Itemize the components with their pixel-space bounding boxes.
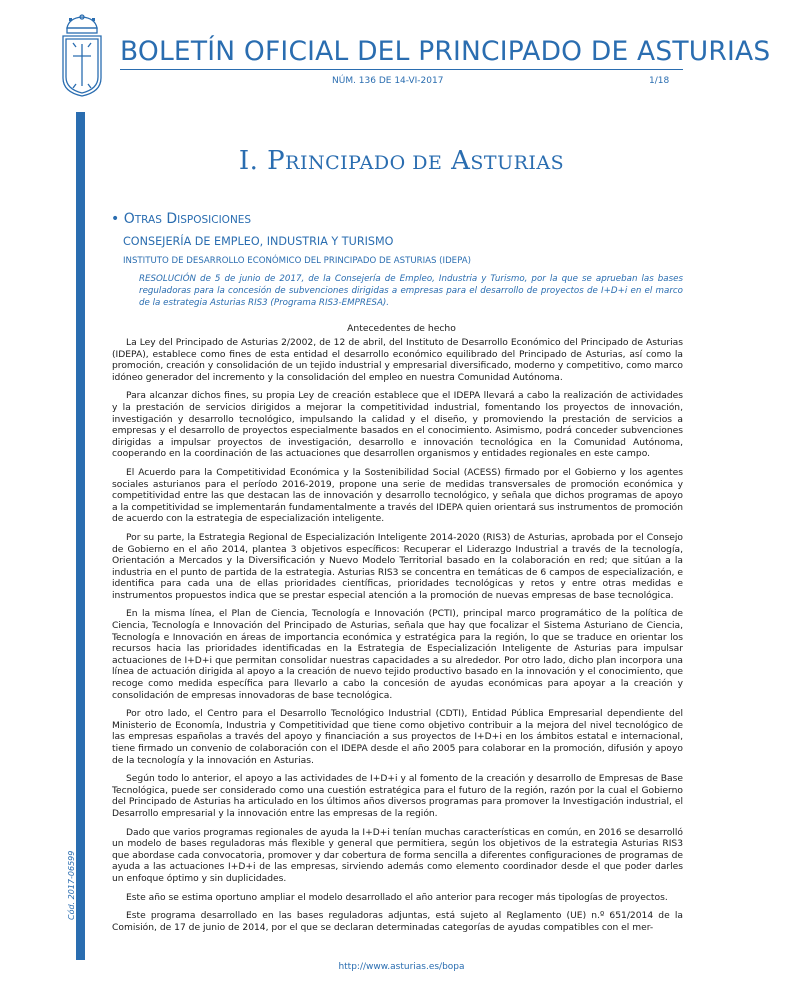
paragraph: Para alcanzar dichos fines, su propia Ley de creación establece que el IDEPA llevará a cabo la realización de actividades y la prestación de servicios dirigidos a mejorar la competitividad industrial, fomentando los proyectos de innovación, investigación y desarrollo tecnológico, impulsando la calidad y el diseño, y promoviendo la prestación de servicios a empresas y el desarrollo de proyectos especialmente basados en el conocimiento. Asimismo, podrá conceder subvenciones dirigidas a impulsar proyectos de investigación, desarrollo e innovación tecnológica en la Comunidad Autónoma, cooperando en la coordinación de las actuaciones que desarrollen organismos y entidades regionales en este campo. <box>112 391 683 460</box>
paragraph: Según todo lo anterior, el apoyo a las actividades de I+D+i y al fomento de la creación y desarrollo de Empresas de Base Tecnológica, puede ser considerado como una cuestión estratégica para el futuro de la región, razón por la cual el Gobierno del Principado de Asturias ha articulado en los últimos años diversos programas para promover la Investigación industrial, el Desarrollo empresarial y la innovación entre las empresas de la región. <box>112 774 683 819</box>
paragraph: El Acuerdo para la Competitividad Económica y la Sostenibilidad Social (ACESS) firmado por el Gobierno y los agentes sociales asturianos para el período 2016-2019, propone una serie de medidas transversales de promoción económica y competitividad entre las que destacan las de innovación y desarrollo tecnológico, y señala que dichos programas de apoyo a la competitividad se implementarán fundamentalmente a través del IDEPA quien orientará sus instrumentos de promoción de acuerdo con la estrategia de especialización inteligente. <box>112 467 683 525</box>
paragraph: Por otro lado, el Centro para el Desarrollo Tecnológico Industrial (CDTI), Entidad Pública Empresarial dependiente del Ministerio de Economía, Industria y Competitividad que tiene como objetivo contribuir a la mejora del nivel tecnológico de las empresas españolas a través del apoyo y financiación a sus proyectos de I+D+i en los ámbitos estatal e internacional, tiene firmado un convenio de colaboración con el IDEPA desde el año 2005 para colaborar en la promoción, difusión y apoyo de la tecnología y la innovación en Asturias. <box>112 709 683 766</box>
institute-name: INSTITUTO DE DESARROLLO ECONÓMICO DEL PRINCIPADO DE ASTURIAS (IDEPA) <box>123 256 471 266</box>
paragraph: Por su parte, la Estrategia Regional de Especialización Inteligente 2014-2020 (RIS3) de Asturias, aprobada por el Consejo de Gobierno en el año 2014, plantea 3 objetivos específicos: Recuperar el Liderazgo Industrial a través de la tecnología, Orientación a Mercados y la Diversificación y Nuevo Modelo Territorial basado en la colaboración en red; que sitúan a la industria en el punto de partida de la estrategia. Asturias RIS3 se concentra en temáticas de 6 campos de especialización, e identifica para cada una de ellas prioridades científicas, prioridades tecnológicas y retos y entre otras medidas e instrumentos propuestos indica que se prestar especial atención a la promoción de nuevas empresas de base tecnológica. <box>112 532 683 601</box>
document-code: Cód. 2017-06599 <box>67 850 76 920</box>
subsection-w2-cap: D <box>166 211 178 227</box>
bulletin-title: BOLETÍN OFICIAL DEL PRINCIPADO DE ASTURIAS <box>120 36 771 67</box>
department-name: CONSEJERÍA DE EMPLEO, INDUSTRIA Y TURISMO <box>123 235 394 248</box>
asturias-coat-of-arms <box>57 14 107 98</box>
body-text <box>112 338 683 941</box>
section-second-cap: A <box>451 146 471 176</box>
antecedentes-heading: Antecedentes de hecho <box>347 323 456 334</box>
subsection-heading <box>111 211 251 227</box>
section-numeral: I. <box>238 146 259 176</box>
issue-number: NÚM. 136 DE 14-VI-2017 <box>332 76 444 86</box>
subsection-w1-cap: O <box>123 211 135 227</box>
paragraph: En la misma línea, el Plan de Ciencia, Tecnología e Innovación (PCTI), principal marco programático de la política de Ciencia, Tecnología e Innovación del Principado de Asturias, señala que hay que focalizar el Sistema Asturiano de Ciencia, Tecnología e Innovación en áreas de importancia económica y estratégica para la región, lo que se traduce en orientar los recursos hacia las prioridades identificadas en la Estrategia de Especialización Inteligente de Asturias para impulsar actuaciones de I+D+i que permitan consolidar nuestras capacidades a su alrededor. Por otro lado, dicho plan incorpora una línea de actuación dirigida al apoyo a la creación de nuevo tejido productivo basado en la innovación y el conocimiento, que recoge como medida específica para llevarlo a cabo la concesión de ayudas económicas para apoyar a la creación y consolidación de empresas innovadoras de base tecnológica. <box>112 609 683 701</box>
footer-url[interactable]: http://www.asturias.es/bopa <box>338 962 465 972</box>
paragraph: Dado que varios programas regionales de ayuda la I+D+i tenían muchas características en común, en 2016 se desarrolló un modelo de bases reguladoras más flexible y general que permitiera, según los objetivos de la estrategia Asturias RIS3 que abordase cada convocatoria, promover y dar cobertura de forma sencilla a diferentes configuraciones de programas de ayuda a las actuaciones I+D+i de las empresas, sirviendo además como elemento coordinador desde el que poder darles un enfoque óptimo y sin duplicidades. <box>112 827 683 884</box>
section-heading <box>120 146 683 176</box>
bullet-icon: • <box>111 211 120 227</box>
subsection-w1-rest: TRAS <box>134 214 162 226</box>
paragraph: Este programa desarrollado en las bases reguladoras adjuntas, está sujeto al Reglamento (UE) n.º 651/2014 de la Comisión, de 17 de junio de 2014, por el que se declaran determinadas categorías de ayudas compatibles con el mer- <box>112 911 683 933</box>
page-number: 1/18 <box>649 76 670 86</box>
section-first-rest: RINCIPADO DE <box>285 152 443 174</box>
header-divider <box>120 69 683 70</box>
section-first-cap: P <box>267 146 286 176</box>
resolution-summary: RESOLUCIÓN de 5 de junio de 2017, de la Consejería de Empleo, Industria y Turismo, por la que se aprueban las bases reguladoras para la concesión de subvenciones dirigidas a empresas para el desarrollo de proyectos de I+D+i en el marco de la estrategia Asturias RIS3 (Programa RIS3-EMPRESA). <box>139 274 683 308</box>
section-second-rest: STURIAS <box>470 152 565 174</box>
left-margin-bar <box>76 112 85 960</box>
paragraph: Este año se estima oportuno ampliar el modelo desarrollado el año anterior para recoger más tipologías de proyectos. <box>126 892 668 903</box>
paragraph: La Ley del Principado de Asturias 2/2002, de 12 de abril, del Instituto de Desarrollo Económico del Principado de Asturias (IDEPA), establece como fines de esta entidad el desarrollo económico equilibrado del Principado de Asturias, así como la promoción, creación y consolidación de un tejido industrial y empresarial diversificado, moderno y competitivo, como marco idóneo generador del incremento y la consolidación del empleo en nuestra Comunidad Autónoma. <box>112 338 683 383</box>
subsection-w2-rest: ISPOSICIONES <box>177 214 252 226</box>
